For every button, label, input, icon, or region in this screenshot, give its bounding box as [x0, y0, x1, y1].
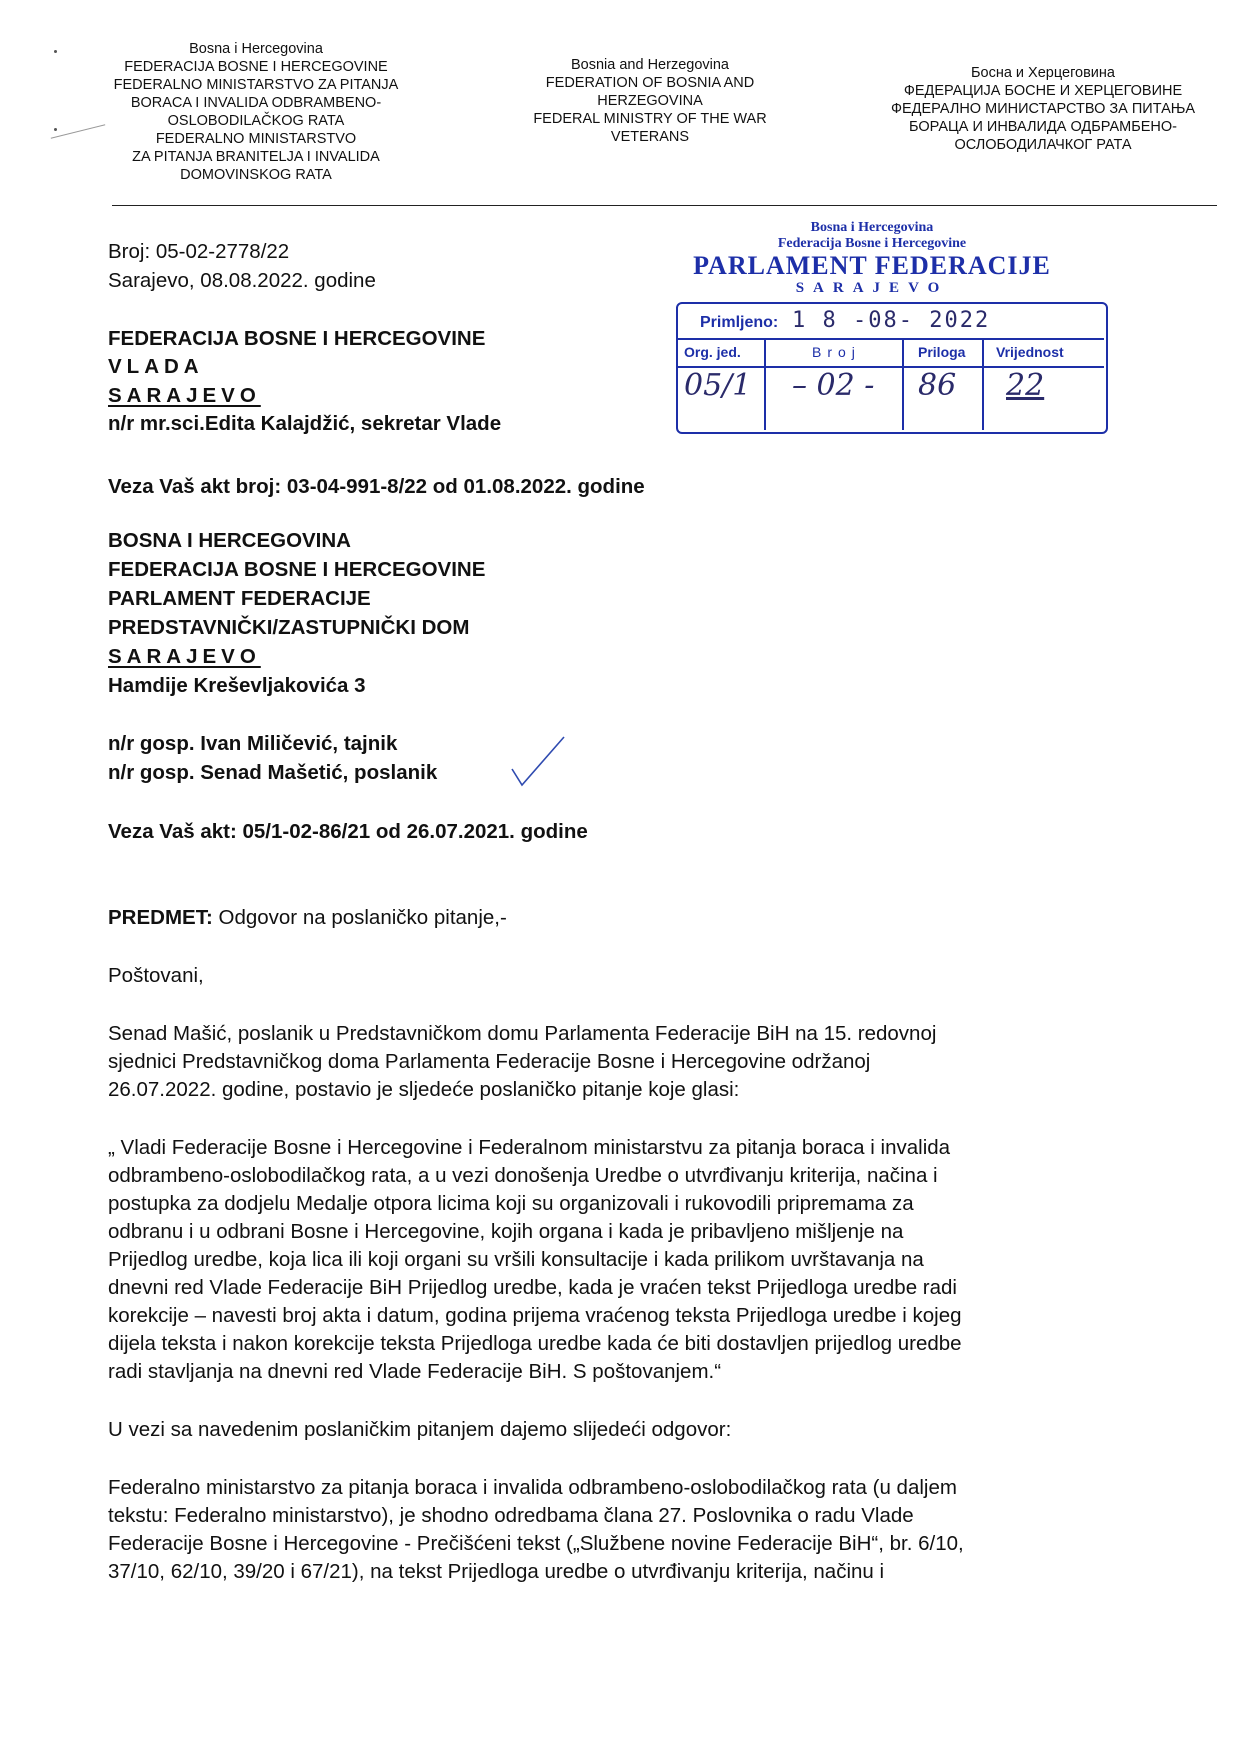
letterhead-line: FEDERALNO MINISTARSTVO: [155, 131, 357, 147]
recipient-city: SARAJEVO: [108, 384, 261, 407]
letterhead-line: VETERANS: [610, 129, 690, 145]
recipient-line: BOSNA I HERCEGOVINA: [108, 529, 351, 552]
reference-link: Veza Vaš akt: 05/1-02-86/21 od 26.07.2021. godine: [108, 820, 588, 843]
letterhead-line: HERZEGOVINA: [597, 93, 703, 109]
body-line: dijela teksta i nakon korekcije teksta Prijedloga uredbe kada će biti dostavljen prijedlog uredbe: [108, 1332, 962, 1355]
scan-mark: [54, 50, 57, 53]
stamp-received-date: 1 8 -08- 2022: [792, 308, 991, 333]
letterhead-line: Босна и Херцеговина: [971, 65, 1115, 81]
body-line: 26.07.2022. godine, postavio je sljedeće poslaničko pitanje koje glasi:: [108, 1078, 740, 1101]
stamp-value: 22: [1006, 368, 1045, 403]
letterhead-english: [505, 56, 795, 146]
recipient-line: FEDERACIJA BOSNE I HERCEGOVINE: [108, 558, 486, 581]
letterhead-line: ФЕДЕРАЦИЈА БОСНЕ И ХЕРЦЕГОВИНЕ: [903, 83, 1183, 99]
body-line: odbranu i u odbrani Bosne i Hercegovine, kojih organa i kada je pribavljeno mišljenje na: [108, 1220, 904, 1243]
body-line: Senad Mašić, poslanik u Predstavničkom domu Parlamenta Federacije BiH na 15. redovnoj: [108, 1022, 937, 1045]
recipient-line: FEDERACIJA BOSNE I HERCEGOVINE: [108, 327, 486, 350]
stamp-line: Bosna i Hercegovina: [810, 220, 934, 235]
letterhead-line: BORACA I INVALIDA ODBRAMBENO-: [130, 95, 382, 111]
letterhead-line: FEDERAL MINISTRY OF THE WAR: [533, 111, 767, 127]
letterhead-line: БОРАЦА И ИНВАЛИДА ОДБРАМБЕНО-: [909, 119, 1177, 135]
recipient-line: PREDSTAVNIČKI/ZASTUPNIČKI DOM: [108, 616, 470, 639]
body-line: radi stavljanja na dnevni red Vlade Federacije BiH. S poštovanjem.“: [108, 1360, 722, 1383]
body-line: U vezi sa navedenim poslaničkim pitanjem dajemo slijedeći odgovor:: [108, 1418, 732, 1441]
subject-label: PREDMET:: [108, 906, 213, 929]
body-line: odbrambeno-oslobodilačkog rata, a u vezi donošenja Uredbe o utvrđivanju kriterija, načina i: [108, 1164, 938, 1187]
letterhead-line: FEDERATION OF BOSNIA AND: [545, 75, 755, 91]
stamp-column-header: Broj: [812, 344, 861, 360]
stamp-divider: [676, 338, 1104, 340]
salutation: Poštovani,: [108, 964, 204, 987]
recipient-city: SARAJEVO: [108, 645, 261, 668]
recipient-attention: n/r gosp. Ivan Miličević, tajnik: [108, 732, 398, 755]
letterhead-line: Bosna i Hercegovina: [189, 41, 323, 57]
recipient-attention: n/r mr.sci.Edita Kalajdžić, sekretar Vlade: [108, 412, 502, 435]
body-line: Federacije Bosne i Hercegovine - Prečišćeni tekst („Službene novine Federacije BiH“, br. 6/10,: [108, 1532, 964, 1555]
body-line: korekcije – navesti broj akta i datum, godina prijema vraćenog teksta Prijedloga uredbe i kojeg: [108, 1304, 962, 1327]
stamp-title: PARLAMENT FEDERACIJE: [693, 251, 1051, 280]
recipient-attention: n/r gosp. Senad Mašetić, poslanik: [108, 761, 438, 784]
recipient-line: VLADA: [108, 355, 204, 378]
stamp-column-header: Org. jed.: [684, 344, 741, 360]
recipient-address: Hamdije Kreševljakovića 3: [108, 674, 366, 697]
document-date: Sarajevo, 08.08.2022. godine: [108, 269, 376, 292]
handwritten-checkmark: [508, 733, 568, 789]
body-line: tekstu: Federalno ministarstvo), je shodno odredbama člana 27. Poslovnika o radu Vlade: [108, 1504, 914, 1527]
stamp-city: SARAJEVO: [795, 280, 949, 296]
body-line: Prijedlog uredbe, koja lica ili koji organi su vršili konsultacije i kada prilikom uvrštavanja na: [108, 1248, 924, 1271]
stamp-line: Federacija Bosne i Hercegovine: [777, 236, 967, 251]
letterhead-divider: [112, 205, 1217, 206]
letterhead-cyrillic: [858, 64, 1228, 154]
stamp-column-divider: [902, 338, 904, 430]
stamp-column-header: Vrijednost: [996, 344, 1064, 360]
stamp-value: – 02 -: [792, 368, 875, 403]
recipient-line: PARLAMENT FEDERACIJE: [108, 587, 371, 610]
subject-text: Odgovor na poslaničko pitanje,-: [212, 906, 507, 929]
stamp-column-header: Priloga: [918, 344, 966, 360]
stamp-column-divider: [764, 338, 766, 430]
document-number: Broj: 05-02-2778/22: [108, 240, 290, 263]
body-line: Federalno ministarstvo za pitanja boraca i invalida odbrambeno-oslobodilačkog rata (u daljem: [108, 1476, 957, 1499]
scan-mark: [54, 128, 57, 131]
letterhead-line: FEDERACIJA BOSNE I HERCEGOVINE: [124, 59, 388, 75]
body-line: sjednici Predstavničkog doma Parlamenta Federacije Bosne i Hercegovine održanoj: [108, 1050, 871, 1073]
letterhead-line: Bosnia and Herzegovina: [571, 57, 729, 73]
parliament-received-stamp: [672, 216, 1109, 434]
stamp-column-divider: [982, 338, 984, 430]
letterhead-line: ОСЛОБОДИЛАЧКОГ РАТА: [954, 137, 1132, 153]
letterhead-line: OSLOBODILAČKOG RATA: [167, 113, 345, 129]
stamp-value: 05/1: [684, 368, 752, 403]
subject-line: [108, 904, 507, 932]
letterhead-line: FEDERALNO MINISTARSTVO ZA PITANJA: [113, 77, 399, 93]
body-line: dnevni red Vlade Federacije BiH Prijedlog uredbe, kada je vraćen tekst Prijedloga uredbe radi: [108, 1276, 957, 1299]
letterhead-line: DOMOVINSKOG RATA: [180, 167, 332, 183]
reference-link: Veza Vaš akt broj: 03-04-991-8/22 od 01.08.2022. godine: [108, 475, 645, 498]
stamp-value: 86: [918, 368, 957, 403]
body-line: 37/10, 62/10, 39/20 i 67/21), na tekst Prijedloga uredbe o utvrđivanju kriterija, načinu i: [108, 1560, 885, 1583]
stamp-received-label: Primljeno:: [700, 314, 779, 331]
body-line: „ Vladi Federacije Bosne i Hercegovine i Federalnom ministarstvu za pitanja boraca i invalida: [108, 1136, 951, 1159]
body-line: postupka za dodjelu Medalje otpora licima koji su organizovali i rukovodili pripremama za: [108, 1192, 914, 1215]
letterhead-line: ZA PITANJA BRANITELJA I INVALIDA: [132, 149, 380, 165]
letterhead-line: ФЕДЕРАЛНО МИНИСТАРСТВО ЗА ПИТАЊА: [890, 101, 1196, 117]
letterhead-bosnian: [80, 40, 432, 184]
